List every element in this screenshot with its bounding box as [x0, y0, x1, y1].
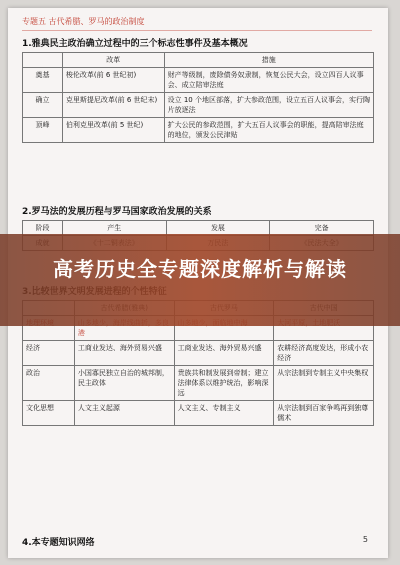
table-row — [23, 118, 374, 143]
section-title: 专题五 古代希腊、罗马的政治制度 — [22, 17, 145, 26]
title-divider — [22, 30, 372, 31]
table-header: 措施 — [164, 53, 373, 68]
table-header: 产生 — [62, 221, 166, 236]
table-header: 改革 — [62, 53, 164, 68]
table-cell: 财产等级制，废除债务奴隶制，恢复公民大会，设立四百人议事会、成立陪审法庭 — [164, 68, 373, 93]
table-row — [23, 366, 374, 401]
table-cell: 小国寡民独立自治的城邦制，民主政体 — [74, 366, 174, 401]
table-cell: 顶峰 — [23, 118, 63, 143]
table-cell: 工商业发达、海外贸易兴盛 — [74, 341, 174, 366]
table-header: 完备 — [270, 221, 374, 236]
table-row — [23, 341, 374, 366]
table-cell: 贵族共和制发展到帝制；建立法律体系以维护统治，影响深远 — [174, 366, 274, 401]
table-cell: 伯利克里改革(前 5 世纪) — [62, 118, 164, 143]
table-cell: 港 — [74, 316, 174, 341]
heading-4: 4.本专题知识网络 — [22, 538, 95, 548]
table-header: 阶段 — [23, 221, 63, 236]
table-header: 发展 — [166, 221, 270, 236]
table-cell: 人文主义、专制主义 — [174, 401, 274, 426]
page-number: 5 — [362, 535, 368, 544]
table-reforms — [22, 52, 374, 143]
table-cell: 工商业发达、海外贸易兴盛 — [174, 341, 274, 366]
table-row — [23, 401, 374, 426]
table-cell: 设立 10 个地区部落，扩大参政范围，设立五百人议事会，实行陶片放逐法 — [164, 93, 373, 118]
table-cell: 从宗法制到百家争鸣再到独尊儒术 — [274, 401, 374, 426]
heading-1: 1.雅典民主政治确立过程中的三个标志性事件及基本概况 — [22, 39, 248, 49]
table-row — [23, 93, 374, 118]
table-cell: 政治 — [23, 366, 75, 401]
table-cell: 克里斯提尼改革(前 6 世纪末) — [62, 93, 164, 118]
table-cell: 确立 — [23, 93, 63, 118]
table-cell: 奠基 — [23, 68, 63, 93]
table-cell: 经济 — [23, 341, 75, 366]
table-header — [23, 53, 63, 68]
table-cell: 文化思想 — [23, 401, 75, 426]
table-row — [23, 68, 374, 93]
table-cell: 扩大公民的参政范围，扩大五百人议事会的职能，提高陪审法庭的地位，颁发公民津贴 — [164, 118, 373, 143]
banner-title: 高考历史全专题深度解析与解读 — [53, 257, 347, 281]
heading-2: 2.罗马法的发展历程与罗马国家政治发展的关系 — [22, 207, 212, 217]
table-cell: 人文主义起源 — [74, 401, 174, 426]
table-cell: 农耕经济高度发达，形成小农经济 — [274, 341, 374, 366]
table-cell: 梭伦改革(前 6 世纪初) — [62, 68, 164, 93]
table-cell: 从宗法制到专制主义中央集权 — [274, 366, 374, 401]
